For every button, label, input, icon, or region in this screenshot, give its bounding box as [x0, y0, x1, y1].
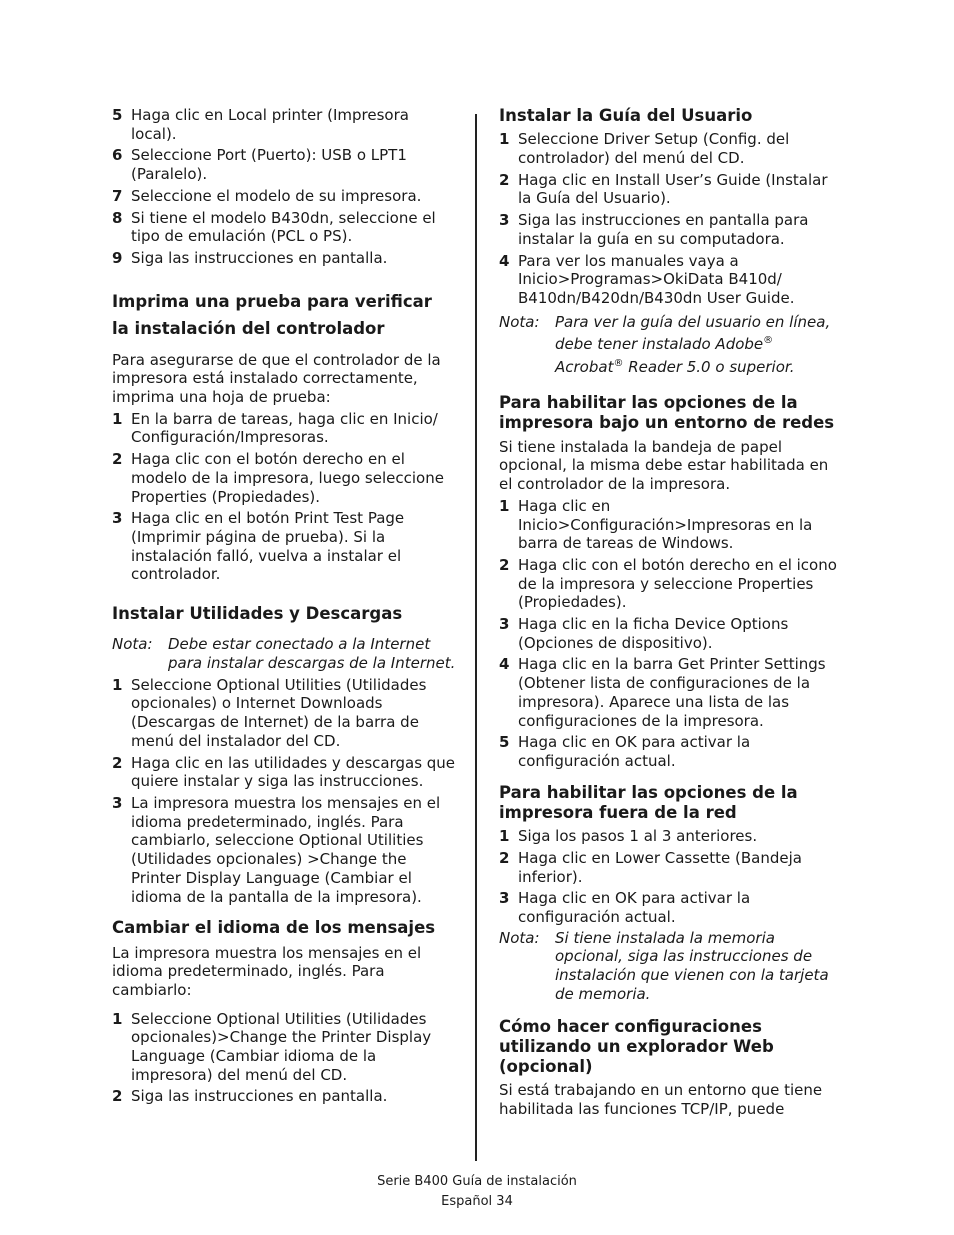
step-text: Haga clic en el botón Print Test Page (Imprimir página de prueba). Si la instalación falló, vuelva a instalar el controlador. [131, 509, 405, 584]
note-text: Si tiene instalada la memoria opcional, siga las instrucciones de instalación que vienen con la tarjeta de memoria. [555, 928, 829, 1003]
list-item [112, 794, 458, 906]
section-heading: Instalar Utilidades y Descargas [112, 604, 403, 624]
page-footer [0, 1172, 954, 1212]
step-text: Haga clic con el botón derecho en el modelo de la impresora, luego seleccione Properties (Propiedades). [131, 450, 444, 506]
intro-paragraph: Si está trabajando en un entorno que tiene habilitada las funciones TCP/IP, puede [499, 1081, 823, 1119]
step-number: 3 [112, 509, 123, 528]
heading-line: la instalación del controlador [112, 318, 385, 338]
heading-line: Imprima una prueba para verificar [112, 291, 432, 311]
column-divider [475, 114, 477, 1161]
step-text: Haga clic en OK para activar la configuración actual. [518, 733, 751, 770]
step-number: 5 [112, 106, 123, 124]
step-number: 3 [112, 793, 123, 812]
step-number: 1 [112, 409, 123, 428]
section-heading: Cambiar el idioma de los mensajes [112, 918, 436, 938]
list-item [112, 146, 458, 183]
step-number: 2 [112, 1087, 123, 1106]
step-number: 1 [499, 496, 510, 515]
step-text: Para ver los manuales vaya a Inicio>Programas>OkiData B410d/ B410dn/B420dn/B430dn User Guide. [518, 251, 795, 307]
list-item [499, 497, 844, 553]
step-text: Seleccione Driver Setup (Config. del controlador) del menú del CD. [518, 130, 790, 167]
note [112, 635, 458, 672]
list-item [499, 889, 844, 926]
steps-a [112, 106, 458, 268]
step-number: 1 [112, 675, 123, 694]
step-number: 9 [112, 248, 123, 267]
list-item [112, 450, 458, 506]
right-column [499, 106, 844, 1119]
note-text-part: Para ver la guía del usuario en línea, debe tener instalado Adobe [555, 312, 831, 354]
step-text: Seleccione Port (Puerto): USB o LPT1 (Paralelo). [131, 146, 407, 184]
step-number: 3 [499, 889, 510, 908]
step-number: 6 [112, 146, 123, 165]
section-heading: Para habilitar las opciones de la impresora fuera de la red [499, 782, 798, 822]
step-number: 2 [112, 450, 123, 469]
note-text-part: Acrobat [555, 357, 614, 376]
list-item [499, 130, 844, 167]
footer-title: Serie B400 Guía de instalación [377, 1174, 577, 1189]
step-number: 1 [499, 827, 510, 846]
step-text: Haga clic en la ficha Device Options (Opciones de dispositivo). [518, 615, 789, 652]
list-item [112, 676, 458, 751]
note-label: Nota: [112, 635, 153, 654]
step-text: La impresora muestra los mensajes en el idioma predeterminado, inglés. Para cambiarlo, seleccione Optional Utilities (Utilidades opcionales) >Change the Printer Display Language (Cambiar el idioma de la pantalla de la impresora). [131, 793, 441, 906]
list-item [499, 615, 844, 652]
step-number: 1 [499, 130, 510, 149]
step-number: 2 [499, 170, 510, 189]
list-item [112, 1010, 458, 1085]
step-text: Haga clic en las utilidades y descargas que quiere instalar y siga las instrucciones. [131, 753, 456, 791]
list-item [499, 849, 844, 886]
intro-paragraph: Para asegurarse de que el controlador de la impresora está instalado correctamente, imprima una hoja de prueba: [112, 350, 441, 407]
list-item [112, 209, 458, 246]
step-number: 3 [499, 615, 510, 634]
step-number: 8 [112, 208, 123, 227]
registered-mark: ® [763, 335, 774, 347]
step-number: 2 [499, 555, 510, 574]
list-item [499, 211, 844, 248]
section-heading: Instalar la Guía del Usuario [499, 106, 753, 125]
step-number: 7 [112, 186, 123, 205]
step-text: Siga los pasos 1 al 3 anteriores. [518, 827, 758, 846]
step-number: 4 [499, 655, 510, 674]
step-text: Haga clic con el botón derecho en el icono de la impresora y seleccione Properties (Propiedades). [518, 555, 837, 612]
step-text: Seleccione el modelo de su impresora. [131, 186, 422, 205]
list-item [499, 556, 844, 612]
note-text [555, 311, 844, 379]
step-text: Haga clic en Install User’s Guide (Instalar la Guía del Usuario). [518, 170, 828, 208]
list-item [112, 106, 458, 143]
note [499, 311, 844, 379]
left-column [112, 106, 458, 1106]
step-text: Seleccione Optional Utilities (Utilidades opcionales)>Change the Printer Display Language (Cambiar idioma de la impresora) del menú del CD. [131, 1009, 432, 1084]
step-text: En la barra de tareas, haga clic en Inicio/ Configuración/Impresoras. [131, 409, 438, 447]
step-number: 5 [499, 733, 510, 752]
step-text: Haga clic en la barra Get Printer Settings (Obtener lista de configuraciones de la impresora). Aparece una lista de las configuraciones de la impresora. [518, 655, 826, 730]
step-number: 1 [112, 1009, 123, 1028]
step-number: 3 [499, 211, 510, 230]
list-item [112, 249, 458, 268]
note-label: Nota: [499, 312, 540, 331]
section-heading [112, 288, 458, 342]
list-item [112, 410, 458, 447]
list-item [112, 1087, 458, 1106]
step-number: 2 [112, 753, 123, 772]
step-text: Haga clic en Inicio>Configuración>Impresoras en la barra de tareas de Windows. [518, 496, 813, 553]
list-item [499, 171, 844, 208]
step-text: Siga las instrucciones en pantalla para instalar la guía en su computadora. [518, 211, 809, 248]
step-text: Si tiene el modelo B430dn, seleccione el tipo de emulación (PCL o PS). [131, 208, 436, 246]
step-text: Haga clic en Local printer (Impresora local). [131, 106, 409, 143]
note-label: Nota: [499, 928, 540, 947]
step-text: Haga clic en OK para activar la configuración actual. [518, 889, 751, 927]
step-text: Haga clic en Lower Cassette (Bandeja inferior). [518, 848, 802, 886]
section-heading: Cómo hacer configuraciones utilizando un explorador Web (opcional) [499, 1016, 774, 1077]
list-item [499, 655, 844, 730]
step-number: 4 [499, 251, 510, 270]
step-text: Siga las instrucciones en pantalla. [131, 1087, 388, 1106]
list-item [112, 754, 458, 791]
list-item [499, 733, 844, 770]
note [499, 929, 844, 1004]
registered-mark: ® [613, 357, 624, 369]
list-item [112, 187, 458, 206]
list-item [499, 252, 844, 308]
note-text: Debe estar conectado a la Internet para instalar descargas de la Internet. [168, 635, 456, 673]
step-text: Seleccione Optional Utilities (Utilidades opcionales) o Internet Downloads (Descargas de Internet) de la barra de menú del instalador del CD. [131, 675, 427, 750]
list-item [499, 827, 844, 846]
list-item [112, 509, 458, 584]
step-number: 2 [499, 848, 510, 867]
intro-paragraph: La impresora muestra los mensajes en el idioma predeterminado, inglés. Para cambiarlo: [112, 943, 422, 999]
step-text: Siga las instrucciones en pantalla. [131, 248, 388, 267]
note-text-part: Reader 5.0 o superior. [623, 357, 795, 376]
intro-paragraph: Si tiene instalada la bandeja de papel opcional, la misma debe estar habilitada en el controlador de la impresora. [499, 437, 829, 494]
footer-page-number: Español 34 [441, 1194, 513, 1209]
section-heading: Para habilitar las opciones de la impresora bajo un entorno de redes [499, 393, 835, 433]
